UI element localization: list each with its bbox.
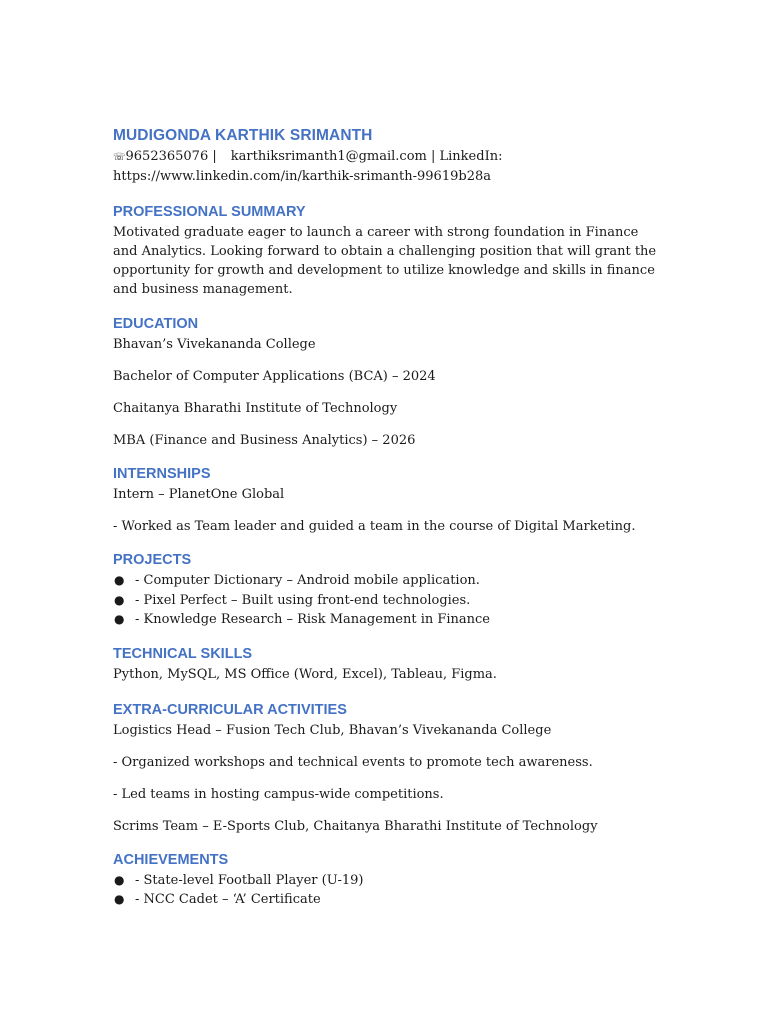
project-item: - Pixel Perfect – Built using front-end technologies. (135, 592, 471, 608)
internship-item: - Worked as Team leader and guided a team in the course of Digital Marketing. (113, 519, 636, 534)
bullet-icon: ● (114, 872, 125, 887)
bullet-icon: ● (114, 573, 125, 587)
projects-list (113, 571, 658, 630)
phone-number: 9652365076 | (125, 149, 217, 164)
section-heading-internships: INTERNSHIPS (113, 466, 211, 482)
section-heading-extracurricular: EXTRA-CURRICULAR ACTIVITIES (113, 701, 347, 718)
section-heading-skills: TECHNICAL SKILLS (113, 645, 253, 662)
summary-text: Motivated graduate eager to launch a career with strong foundation in Finance and Analytics. Looking forward to obtain a challenging position that will grant the opportunity for growth and development to utilize knowledge and skills in finance and business management. (113, 225, 657, 297)
project-item: - Computer Dictionary – Android mobile application. (135, 573, 480, 588)
section-heading-projects: PROJECTS (113, 552, 192, 568)
section-heading-summary: PROFESSIONAL SUMMARY (113, 204, 306, 220)
skills-text: Python, MySQL, MS Office (Word, Excel), Tableau, Figma. (113, 666, 497, 682)
achievement-item: - NCC Cadet – ‘A’ Certificate (135, 892, 321, 907)
candidate-name: MUDIGONDA KARTHIK SRIMANTH (113, 127, 373, 144)
activity-item: - Led teams in hosting campus-wide competitions. (113, 786, 444, 802)
bullet-icon: ● (114, 892, 125, 906)
section-heading-education: EDUCATION (113, 316, 199, 332)
education-item: Bachelor of Computer Applications (BCA) – 2024 (113, 369, 436, 384)
internship-item: Intern – PlanetOne Global (113, 487, 285, 502)
project-item: - Knowledge Research – Risk Management in Finance (135, 612, 490, 627)
list-item (113, 890, 658, 910)
achievements-list (113, 871, 658, 910)
list-item (113, 591, 658, 611)
contact-line (113, 147, 658, 167)
phone-icon: ☏ (113, 152, 126, 163)
activity-item: Logistics Head – Fusion Tech Club, Bhavan’s Vivekananda College (113, 722, 552, 738)
section-heading-achievements: ACHIEVEMENTS (113, 851, 229, 868)
list-item (113, 871, 658, 891)
achievement-item: - State-level Football Player (U-19) (135, 872, 364, 888)
bullet-icon: ● (114, 592, 125, 607)
education-item: MBA (Finance and Business Analytics) – 2026 (113, 433, 416, 448)
activity-item: Scrims Team – E-Sports Club, Chaitanya Bharathi Institute of Technology (113, 818, 598, 834)
bullet-icon: ● (114, 612, 125, 626)
activity-item: - Organized workshops and technical events to promote tech awareness. (113, 754, 593, 770)
linkedin-url[interactable]: https://www.linkedin.com/in/karthik-srimanth-99619b28a (113, 169, 491, 184)
list-item (113, 571, 658, 591)
resume-document (113, 125, 658, 910)
list-item (113, 610, 658, 630)
email-linkedin-label[interactable]: karthiksrimanth1@gmail.com | LinkedIn: (230, 149, 503, 164)
education-item: Bhavan’s Vivekananda College (113, 337, 316, 352)
education-item: Chaitanya Bharathi Institute of Technology (113, 401, 398, 416)
